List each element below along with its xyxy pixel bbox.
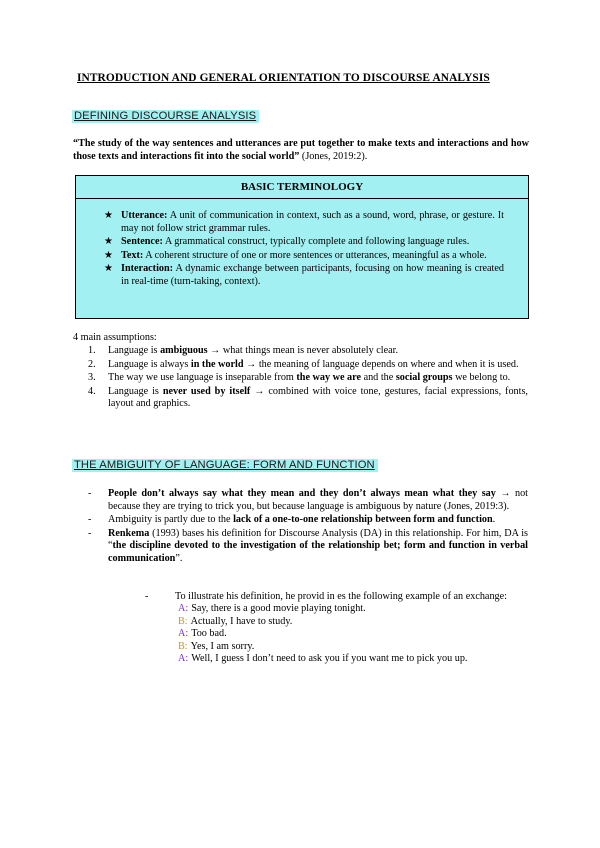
term-item-text xyxy=(104,249,504,263)
assumption-text: The way we use language is inseparable from xyxy=(108,372,297,384)
assumption-text: Language is xyxy=(108,345,161,356)
bullet-text: (1993) bases his definition for Discourse Analysis (DA) in this relationship. For him, DA is “ xyxy=(108,527,528,552)
term-definition: A dynamic exchange between participants, focusing on how meaning is created in real-time (turn-taking, context). xyxy=(121,263,504,287)
bullet-dash: - xyxy=(88,514,92,526)
term-label: Interaction: xyxy=(121,263,174,275)
bullet-dash: - xyxy=(145,591,149,602)
exchange-text: Actually, I have to study. xyxy=(190,615,293,627)
bullet-dash: - xyxy=(88,527,92,539)
bullet-emphasis: Renkema xyxy=(108,527,150,539)
speaker-a-label: A: xyxy=(178,628,189,640)
exchange-line xyxy=(178,603,467,616)
term-item-sentence xyxy=(104,236,504,249)
quote-citation: (Jones, 2019:2). xyxy=(299,150,368,162)
assumption-text: Language is always xyxy=(108,358,191,370)
term-label: Sentence: xyxy=(121,236,163,248)
bullet-dash: - xyxy=(88,488,92,499)
assumption-emphasis: never used by itself xyxy=(162,385,251,397)
term-label: Utterance: xyxy=(121,210,168,221)
star-icon: ★ xyxy=(104,249,113,261)
assumption-emphasis: social groups xyxy=(395,372,453,384)
assumption-item xyxy=(88,359,528,372)
ambiguity-item xyxy=(88,514,528,527)
assumptions-list xyxy=(88,345,528,412)
bullet-emphasis: People don’t always say what they mean and they don’t always mean what they say xyxy=(108,488,496,499)
bullet-text: . xyxy=(492,514,496,526)
assumptions-intro: 4 main assumptions: xyxy=(73,332,157,343)
assumption-item xyxy=(88,386,528,411)
bullet-text: ”. xyxy=(175,552,183,564)
list-number: 4. xyxy=(88,385,96,397)
terminology-heading: BASIC TERMINOLOGY xyxy=(76,176,528,199)
term-definition: A grammatical construct, typically complete and following language rules. xyxy=(162,236,470,248)
star-icon: ★ xyxy=(104,210,113,221)
star-icon: ★ xyxy=(104,263,113,275)
quote-text: “The study of the way sentences and utterances are put together to make texts and interactions and how those texts and interactions fit into the social world” xyxy=(73,138,529,162)
ambiguity-list xyxy=(88,488,528,567)
terminology-list xyxy=(76,199,528,289)
exchange-text: Yes, I am sorry. xyxy=(190,640,255,652)
speaker-a-label: A: xyxy=(178,603,189,614)
bullet-emphasis: lack of a one-to-one relationship between form and function xyxy=(233,514,493,526)
assumption-emphasis: the way we are xyxy=(296,372,362,384)
list-number: 1. xyxy=(88,345,96,356)
assumption-emphasis: ambiguous xyxy=(160,345,208,356)
term-definition: A unit of communication in context, such as a sound, word, phrase, or gesture. It may not follow strict grammar rules. xyxy=(121,210,504,234)
term-item-utterance xyxy=(104,210,504,235)
list-number: 3. xyxy=(88,372,96,384)
ambiguity-item xyxy=(88,488,528,513)
bullet-emphasis: the discipline devoted to the investigation of the relationship bet; form and function in verbal communication xyxy=(108,540,528,564)
assumption-text: → combined with voice tone, gestures, facial expressions, fonts, layout and graphics. xyxy=(108,385,528,410)
exchange-text: Well, I guess I don’t need to ask you if you want me to pick you up. xyxy=(191,653,468,665)
exchange-line xyxy=(178,628,467,641)
assumption-text: Language is xyxy=(108,385,163,397)
example-intro xyxy=(145,591,530,604)
assumption-text: → the meaning of language depends on where and when it is used. xyxy=(243,358,519,370)
terminology-box xyxy=(75,175,529,319)
exchange-line xyxy=(178,641,467,654)
list-number: 2. xyxy=(88,358,96,370)
exchange-text: Too bad. xyxy=(191,628,227,640)
speaker-b-label: B: xyxy=(178,615,188,627)
term-definition: A coherent structure of one or more sentences or utterances, meaningful as a whole. xyxy=(143,249,487,261)
section-heading-defining: DEFINING DISCOURSE ANALYSIS xyxy=(72,110,259,123)
assumption-text: and the xyxy=(361,372,396,384)
document-title: INTRODUCTION AND GENERAL ORIENTATION TO DISCOURSE ANALYSIS xyxy=(77,72,490,84)
assumption-item xyxy=(88,372,528,385)
assumption-text: we belong to. xyxy=(452,372,511,384)
ambiguity-item xyxy=(88,528,528,566)
assumption-text: → what things mean is never absolutely clear. xyxy=(207,345,399,356)
exchange-dialogue xyxy=(178,603,467,666)
exchange-text: Say, there is a good movie playing tonight. xyxy=(191,603,366,614)
exchange-line xyxy=(178,616,467,629)
assumption-item xyxy=(88,345,528,358)
assumption-emphasis: in the world xyxy=(190,358,244,370)
section-heading-ambiguity: THE AMBIGUITY OF LANGUAGE: FORM AND FUNCTION xyxy=(72,459,378,472)
definition-quote xyxy=(73,138,529,163)
bullet-text: → not because they are trying to trick you, but because language is ambiguous by nature (Jones, 2019:3). xyxy=(108,488,528,512)
star-icon: ★ xyxy=(104,236,113,248)
exchange-line xyxy=(178,653,467,666)
bullet-text: Ambiguity is partly due to the xyxy=(108,514,234,526)
speaker-b-label: B: xyxy=(178,640,188,652)
term-item-interaction xyxy=(104,263,504,288)
term-label: Text: xyxy=(121,249,144,261)
example-intro-text: To illustrate his definition, he provid in es the following example of an exchange: xyxy=(175,591,507,602)
speaker-a-label: A: xyxy=(178,653,189,665)
